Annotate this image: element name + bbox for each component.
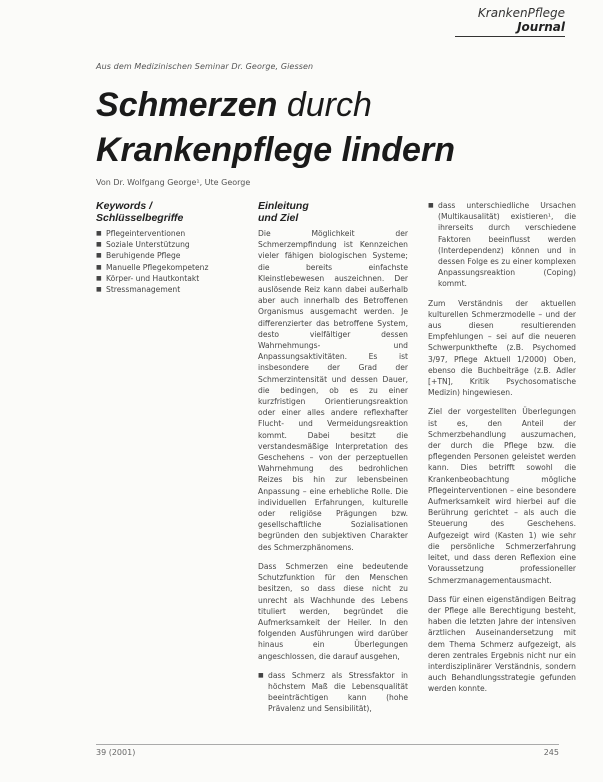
- intro-column: [258, 200, 408, 715]
- list-item: ■ dass Schmerz als Stressfaktor in höchstem Maß die Lebensqualität beeinträchtigen kann (hohe Prävalenz und Sensibilität),: [258, 670, 408, 715]
- journal-name-line2: Journal: [517, 20, 565, 34]
- list-item: ■ Manuelle Pflegekompetenz: [96, 262, 236, 273]
- list-item: ■ Pflegeinterventionen: [96, 228, 236, 239]
- title-part2: durch: [277, 86, 372, 124]
- page-footer: [96, 744, 559, 757]
- article-title: [96, 86, 566, 169]
- journal-name-line1: KrankenPflege: [477, 6, 565, 20]
- list-item: ■ Beruhigende Pflege: [96, 250, 236, 261]
- issue-number: 39 (2001): [96, 748, 136, 757]
- institute-line: Aus dem Medizinischen Seminar Dr. George, Giessen: [96, 62, 314, 71]
- right-column: [428, 200, 576, 703]
- body-paragraph: Dass Schmerzen eine bedeutende Schutzfunktion für den Menschen besitzen, so dass diese nicht zu unrecht als Wachhunde des Lebens tituliert werden, begründet die Aufmerksamkeit der Heiler. In den folgenden Ausführungen wird darüber hinaus ein Überlegungen angeschlossen, die darauf ausgehen,: [258, 561, 408, 661]
- body-paragraph: Die Möglichkeit der Schmerzempfindung ist Kennzeichen vieler fähigen biologischen Systeme; die bereits einfachste Kleinstlebewesen auszeichnen. Der auslösende Reiz kann dabei außerhalb aber auch innerhalb des Betroffenen Organismus ausgemacht werden. Je differenzierter das betroffene System, desto vielfältiger dessen Wahrnehmungs- und Anpassungsaktivitäten. Es ist insbesondere der Grad der Schmerzintensität und dessen Dauer, die bedingen, ob es zu einer kurzfristigen Orientierungsreaktion oder einer alles andere reflexhafter Flucht- und Vermeidungsreaktion kommt. Dabei besitzt die verstandesmäßige Interpretation des Geschehens – von der perzeptuellen Wahrnehmung des bedrohlichen Reizes bis hin zur lebensbeinen Anpassung – eine erhebliche Rolle. Die individuellen Erfahrungen, kulturelle oder religiöse Prägungen bzw. gesellschaftliche Sozialisationen begründen den subjektiven Charakter des Schmerzphänomens.: [258, 229, 408, 552]
- list-item: ■ Soziale Unterstützung: [96, 239, 236, 250]
- authors-line: Von Dr. Wolfgang George¹, Ute George: [96, 178, 251, 187]
- intro-heading: Einleitung und Ziel: [258, 200, 309, 224]
- page-number: 245: [543, 748, 559, 757]
- list-item: ■ dass unterschiedliche Ursachen (Multikausalität) existieren¹, die ihrerseits durch verschiedene Faktoren beeinflusst werden (Interdependenz) können und in dessen Folge es zu einer komplexen Anpassungsreaktion (Coping) kommt.: [428, 200, 576, 290]
- keywords-column: [96, 200, 236, 295]
- body-paragraph: Zum Verständnis der aktuellen kulturellen Schmerzmodelle – und der aus diesen resultierenden Empfehlungen – sei auf die neueren Schwerpunkthefte (z.B. Psychomed 3/97, Pflege Aktuell 1/2000) Oben, ebenso die Buchbeiträge (z.B. Adler [+TN], Kritik Psychosomatische Medizin) hingewiesen.: [428, 298, 576, 398]
- body-paragraph: Dass für einen eigenständigen Beitrag der Pflege alle Berechtigung besteht, haben die letzten Jahre der intensiven ärztlichen Auseinandersetzung mit dem Thema Schmerz aufgezeigt, als deren zentrales Ergebnis nicht nur ein interdisziplinärer Verständnis, sondern auch Behandlungsstrategie gefunden werden konnte.: [428, 594, 576, 694]
- list-item: ■ Körper- und Hautkontakt: [96, 273, 236, 284]
- keywords-list: [96, 228, 236, 295]
- keywords-heading: Keywords / Schlüsselbegriffe: [96, 200, 184, 224]
- bullet-list: [258, 670, 408, 715]
- journal-masthead: [455, 6, 565, 37]
- title-part1: Schmerzen: [96, 86, 278, 124]
- list-item: ■ Stressmanagement: [96, 284, 236, 295]
- title-line2: Krankenpflege lindern: [96, 131, 455, 169]
- bullet-list: [428, 200, 576, 290]
- body-paragraph: Ziel der vorgestellten Überlegungen ist es, den Anteil der Schmerzbehandlung auszumachen, der durch die Pflege bzw. die pflegenden Personen geleistet werden kann. Dies betrifft sowohl die Krankenbeobachtung mögliche Pflegeinterventionen – eine besondere Aufmerksamkeit wird hierbei auf die Berührung gerichtet – als auch die Steuerung des Geschehens. Aufgezeigt wird (Kasten 1) wie sehr die persönliche Schmerzerfahrung leitet, und dass deren Reflexion eine Voraussetzung professioneller Schmerzmanagementausmacht.: [428, 407, 576, 585]
